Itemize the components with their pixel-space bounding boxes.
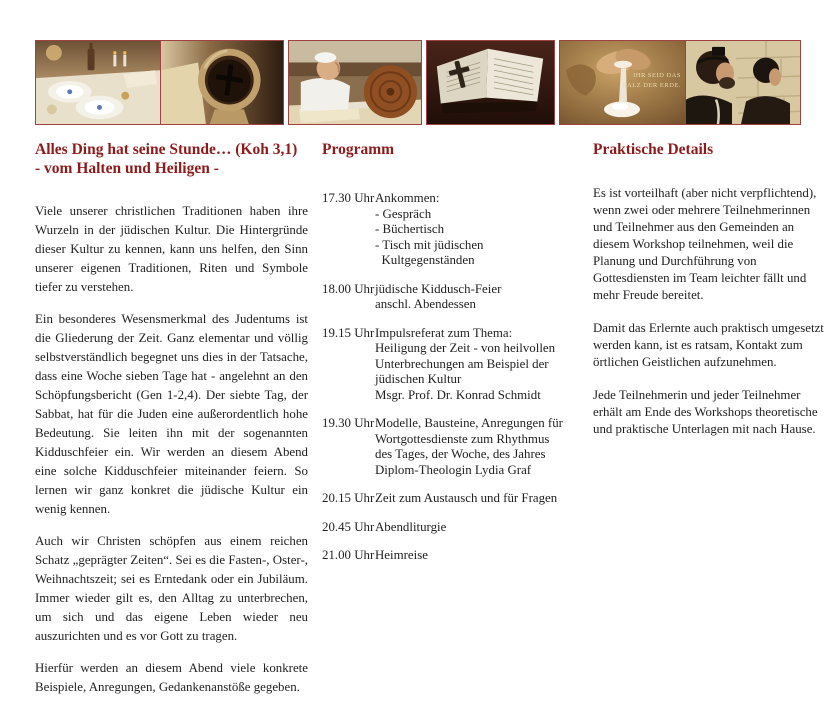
page-title-line1: Alles Ding hat seine Stunde… (Koh 3,1) (35, 141, 298, 158)
intro-paragraph: Ein besonderes Wesensmerkmal des Judentums ist die Gliederung der Zeit. Ganz elementar und völlig selbstverständlich begegnet uns dies in der Tatsache, dass eine Woche sieben Tage hat - angelehnt an den Schöpfungsbericht (Gen 1-2,4). Der siebte Tag, der Sabbat, hat für die Juden eine außerordentlich hohe Bedeutung. Sie leiten ihn mit der sogenannten Kidduschfeier ein. Wir werden an diesem Abend eine solche Kidduschfeier miteinander feiern. So lernen wir ganz konkret die jüdische Kultur ein wenig kennen. (35, 312, 308, 516)
program-item-time: 19.15 Uhr (322, 325, 375, 340)
program-item (322, 191, 564, 269)
program-item (322, 520, 564, 536)
wine-cup-cross-photo-icon (160, 41, 283, 124)
program-item-time: 19.30 Uhr (322, 416, 375, 430)
page-title-line2: - vom Halten und Heiligen - (35, 160, 219, 177)
program-item-desc: Modelle, Bausteine, Anregungen für Wortgottesdienste zum Rhythmus des Tages, der Woche, des Jahres Diplom-Theologin Lydia Graf (375, 416, 563, 477)
photo-strip (35, 40, 806, 125)
details-title: Praktische Details (593, 141, 714, 158)
torah-reader-photo-icon (289, 41, 421, 124)
program-item-time: 21.00 Uhr (322, 548, 375, 562)
photo-group-mid-b (426, 40, 555, 125)
photo-group-right (559, 40, 801, 125)
program-item-desc: Abendliturgie (375, 519, 447, 534)
program-item (322, 282, 564, 313)
program-list (322, 191, 564, 564)
program-item-time: 20.15 Uhr (322, 491, 375, 505)
intro-body (35, 202, 308, 697)
salt-photo-caption: IHR SEID DAS SALZ DER ERDE. (622, 71, 681, 89)
photo-group-mid-a (288, 40, 422, 125)
intro-paragraph: Hierfür werden an diesem Abend viele konkrete Beispiele, Anregungen, Gedankenanstöße gegeben. (35, 661, 308, 694)
details-body (593, 185, 824, 438)
program-title: Programm (322, 141, 395, 158)
program-item-time: 17.30 Uhr (322, 191, 375, 205)
program-item-desc: Impulsreferat zum Thema: Heiligung der Zeit - von heilvollen Unterbrechungen am Beispiel der jüdischen Kultur Msgr. Prof. Dr. Konrad Schmidt (375, 325, 556, 402)
program-item (322, 326, 564, 404)
page-title (35, 140, 308, 178)
details-paragraph: Es ist vorteilhaft (aber nicht verpflichtend), wenn zwei oder mehrere Teilnehmerinnen und Teilnehmer aus den Gemeinden an diesem Workshop teilnehmen, weil die Planung und Durchführung von Gottesdiensten im Team leichter fällt und mehr Freude bereitet. (593, 186, 817, 302)
details-column (593, 140, 824, 454)
program-item (322, 416, 564, 478)
intro-paragraph: Viele unserer christlichen Traditionen haben ihre Wurzeln in der jüdischen Kultur. Die Hintergründe dieser Kultur zu kennen, kann uns helfen, den Sinn unserer eigenen Traditionen, Riten und Symbole tiefer zu verstehen. (35, 204, 308, 294)
salt-hands-photo-icon (560, 41, 685, 124)
open-bible-cross-photo-icon (427, 41, 554, 124)
photo-group-left (35, 40, 284, 125)
kiddush-table-photo-icon (36, 41, 160, 124)
program-item (322, 548, 564, 564)
western-wall-prayer-photo-icon (685, 41, 800, 124)
program-item-desc: Zeit zum Austausch und für Fragen (375, 491, 558, 505)
intro-paragraph: Auch wir Christen schöpfen aus einem reichen Schatz „geprägter Zeiten“. Sei es die Fasten-, Oster-, Weihnachtszeit; sei es Erntedank oder ein Jubiläum. Immer wieder gilt es, den Alltag zu unterbrechen, um sich und das eigene Leben wieder neu auszurichten und es vor Gott zu tragen. (35, 534, 308, 643)
program-column (322, 140, 564, 577)
intro-column (35, 140, 308, 710)
program-item-desc: Heimreise (375, 548, 428, 562)
details-paragraph: Jede Teilnehmerin und jeder Teilnehmer erhält am Ende des Workshops theoretische und praktische Unterlagen mit nach Hause. (593, 388, 818, 436)
program-item-time: 18.00 Uhr (322, 281, 375, 296)
details-paragraph: Damit das Erlernte auch praktisch umgesetzt werden kann, ist es ratsam, Kontakt zum örtlichen Geistlichen aufzunehmen. (593, 321, 824, 369)
program-item-desc: Ankommen: - Gespräch - Büchertisch - Tisch mit jüdischen Kultgegenständen (375, 191, 484, 267)
program-item-desc: jüdische Kiddusch-Feier anschl. Abendessen (375, 281, 502, 311)
program-item-time: 20.45 Uhr (322, 519, 375, 534)
program-item (322, 491, 564, 507)
